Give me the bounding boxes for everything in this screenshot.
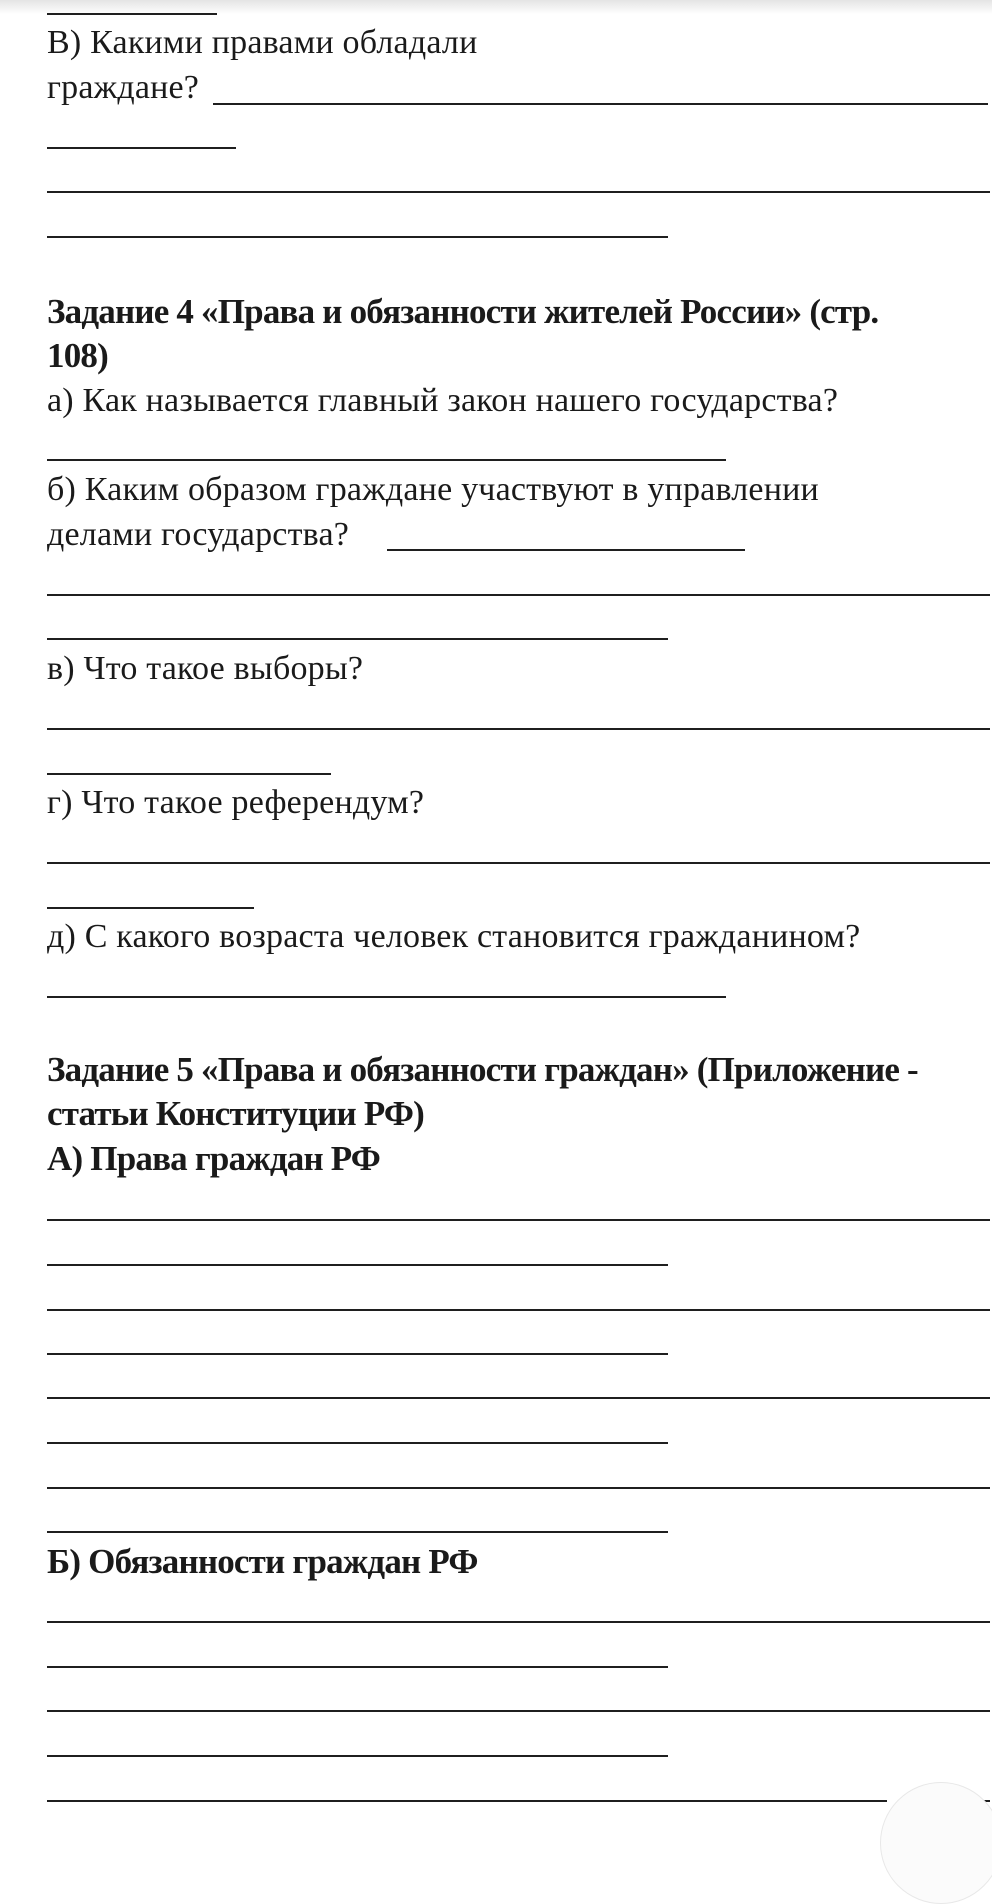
answer-line — [47, 147, 236, 149]
answer-line — [47, 907, 254, 909]
answer-line — [47, 1264, 668, 1266]
answer-line — [47, 1710, 990, 1712]
answer-line — [47, 236, 668, 238]
answer-line — [47, 1800, 887, 1802]
answer-line — [387, 549, 745, 551]
answer-line — [47, 773, 331, 775]
answer-line — [47, 191, 990, 193]
answer-line — [213, 103, 988, 105]
answer-line — [47, 594, 990, 596]
task4-question-v: в) Что такое выборы? — [47, 650, 364, 687]
answer-line — [47, 1487, 990, 1489]
task4-question-b-line1: б) Каким образом граждане участвуют в управлении — [47, 471, 819, 508]
answer-line — [47, 1442, 668, 1444]
answer-line — [47, 1353, 668, 1355]
question-b-line1: В) Какими правами обладали — [47, 24, 478, 61]
task5-rights-heading: А) Права граждан РФ — [47, 1139, 381, 1178]
answer-line — [47, 1531, 668, 1533]
answer-line — [47, 1621, 990, 1623]
task5-duties-heading: Б) Обязанности граждан РФ — [47, 1542, 478, 1581]
question-b-line2 — [47, 66, 199, 110]
task4-heading-line1: Задание 4 «Права и обязанности жителей России» (стр. — [47, 292, 879, 331]
task4-heading-line2: 108) — [47, 336, 108, 375]
answer-line — [47, 13, 217, 15]
page-corner-watermark — [880, 1782, 992, 1904]
task4-question-d: д) С какого возраста человек становится гражданином? — [47, 918, 861, 955]
answer-line — [47, 1755, 668, 1757]
answer-line — [47, 638, 668, 640]
task4-question-g: г) Что такое референдум? — [47, 784, 425, 821]
task5-heading-line1: Задание 5 «Права и обязанности граждан» (Приложение - — [47, 1050, 918, 1089]
answer-line — [47, 996, 726, 998]
answer-line — [47, 862, 990, 864]
page-top-shadow — [0, 0, 992, 14]
task5-heading-line2: статьи Конституции РФ) — [47, 1094, 424, 1133]
answer-line — [47, 1397, 990, 1399]
answer-line — [47, 459, 726, 461]
answer-line — [47, 1309, 990, 1311]
question-b-text: граждане? — [47, 69, 200, 106]
task4-question-a: а) Как называется главный закон нашего государства? — [47, 382, 839, 419]
answer-line — [47, 1219, 990, 1221]
answer-line — [47, 728, 990, 730]
answer-line — [47, 1666, 668, 1668]
task4-question-b-line2: делами государства? — [47, 516, 350, 553]
